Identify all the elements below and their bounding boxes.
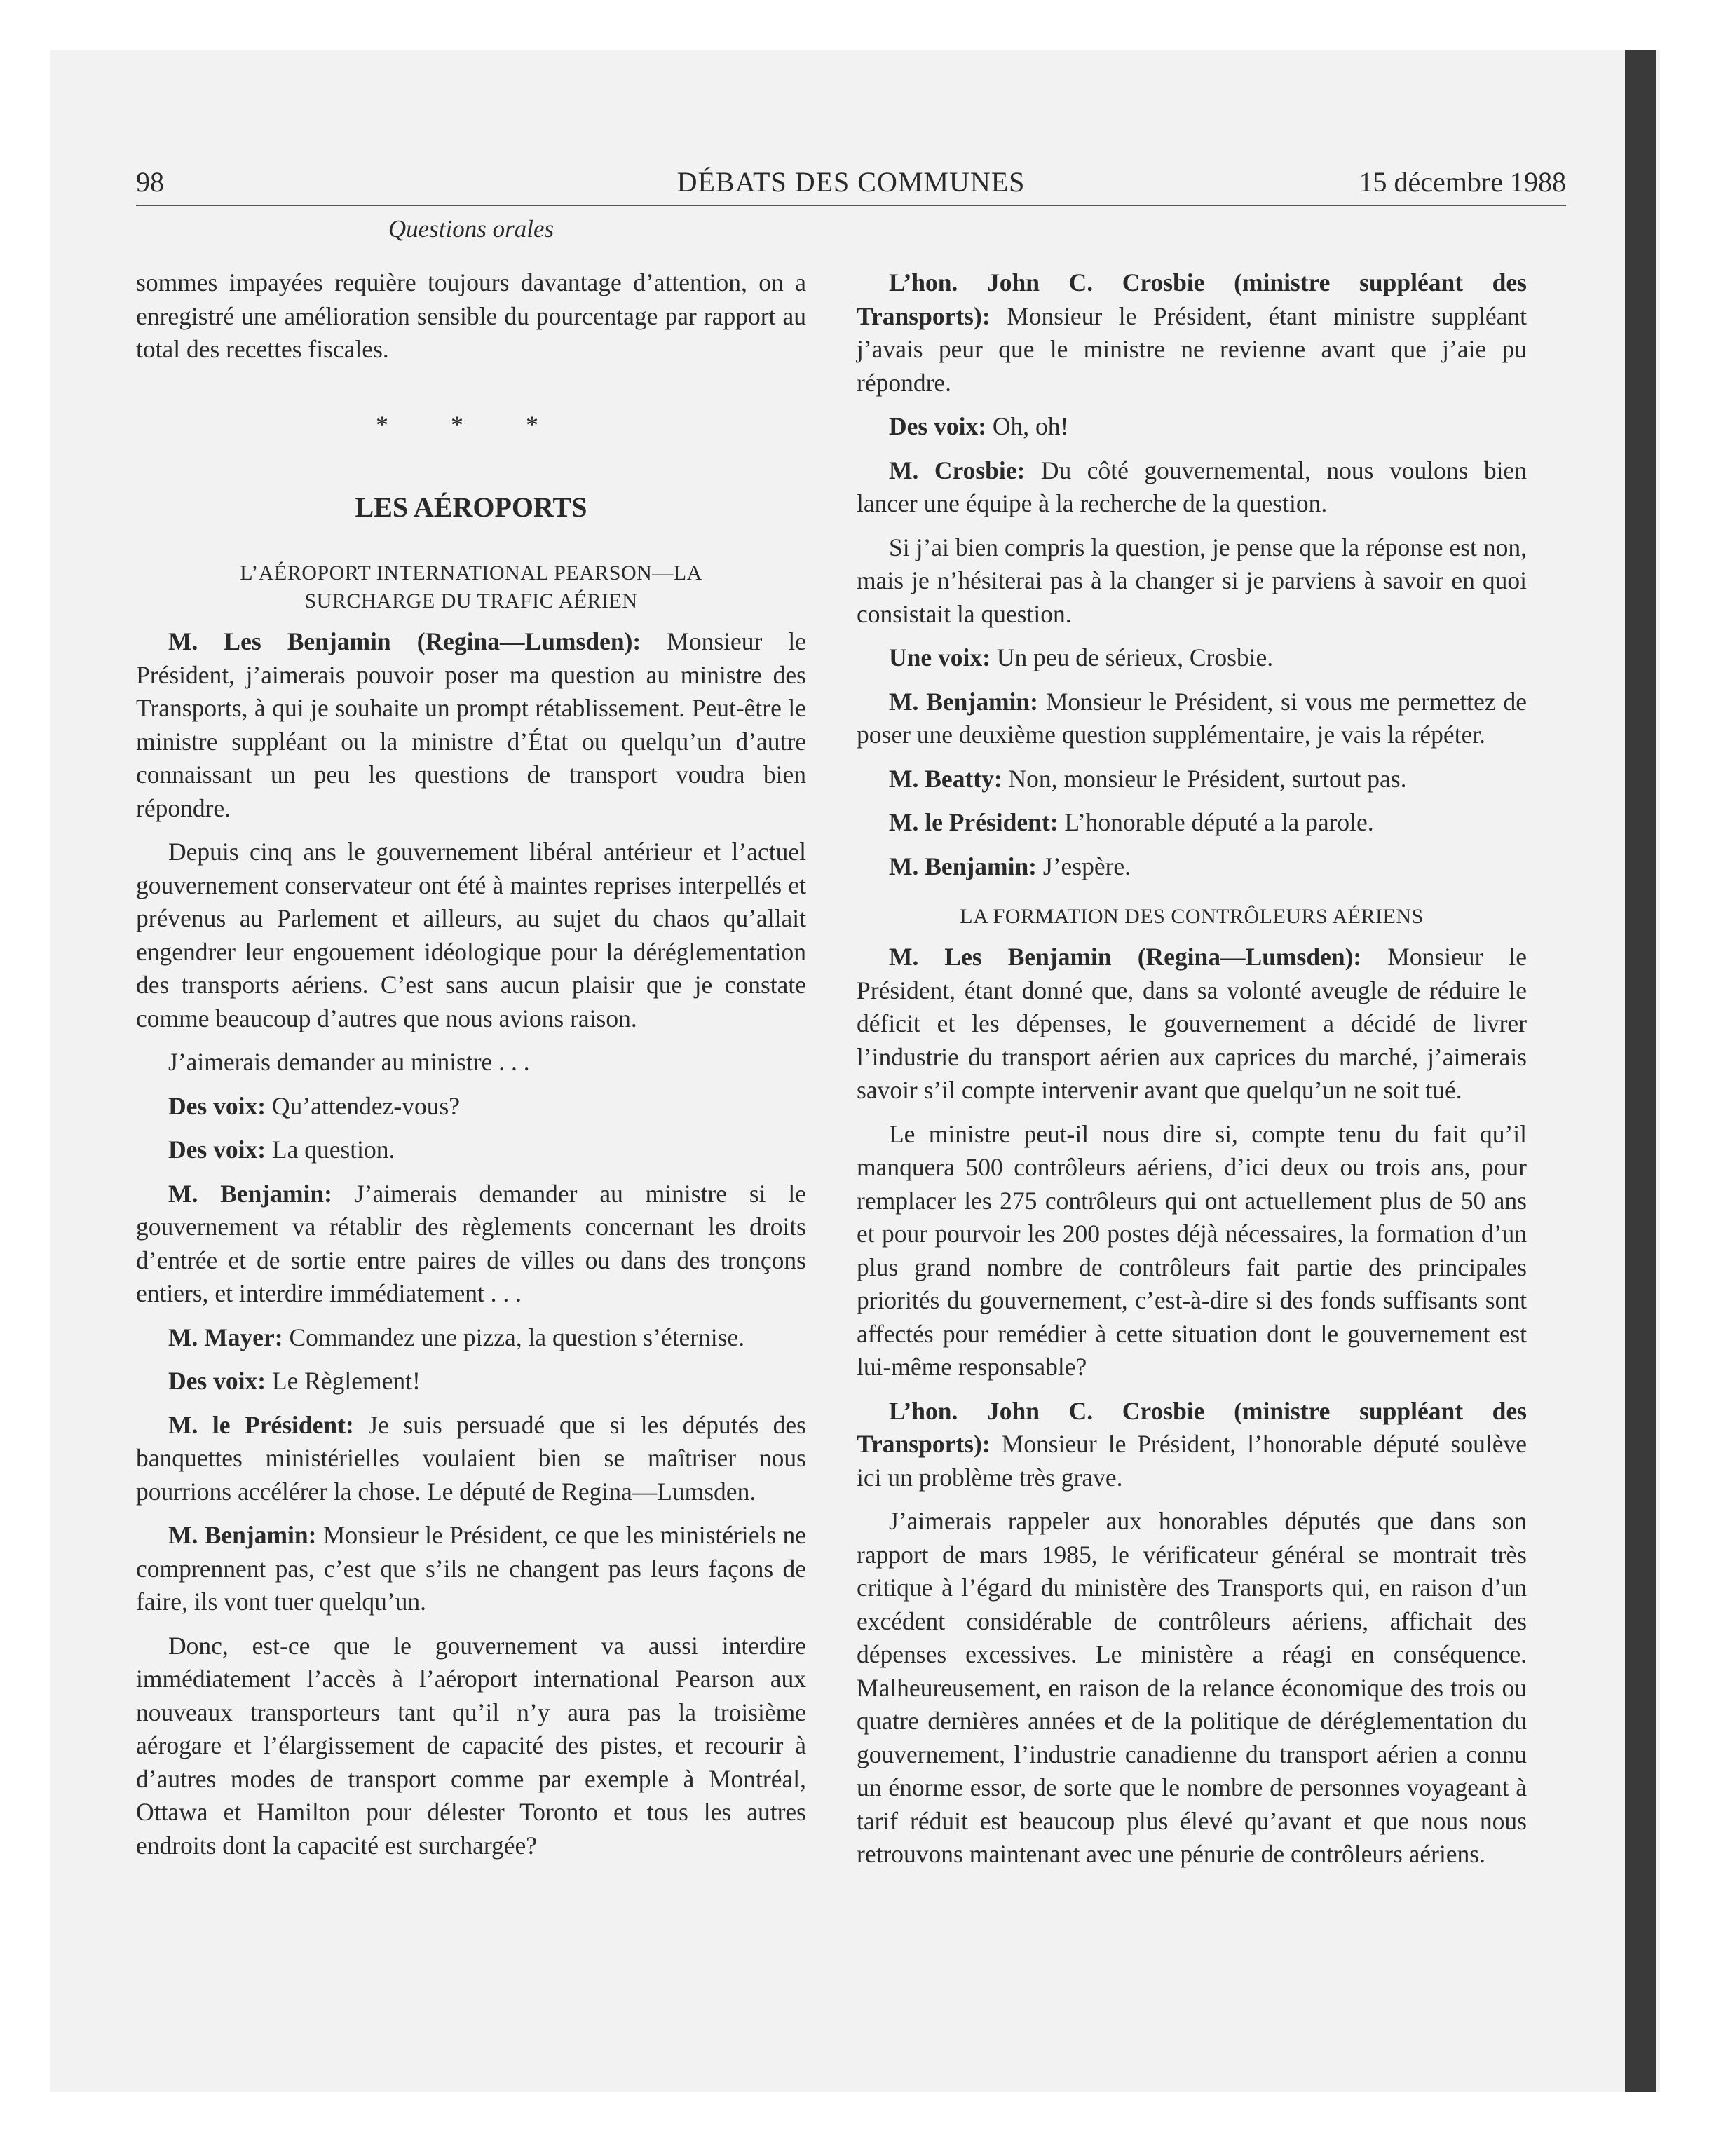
- speech-text: J’aimerais demander au ministre si le gouvernement va rétablir des règlements concernant les droits d’entrée et de sortie entre paires de villes ou dans des tronçons entiers, et interdire immédiatement . . .: [136, 1179, 806, 1307]
- speaker-name: Des voix:: [168, 1367, 266, 1395]
- speaker-name: M. Mayer:: [168, 1323, 283, 1351]
- section-label: Questions orales: [388, 215, 554, 243]
- section-heading: LES AÉROPORTS: [355, 491, 587, 523]
- speaker-name: Des voix:: [168, 1091, 266, 1120]
- speaker-name: M. Benjamin:: [168, 1521, 317, 1549]
- speech-text: L’honorable député a la parole.: [1058, 808, 1374, 836]
- speech-text: Monsieur le Président, j’aimerais pouvoir poser ma question au ministre des Transports, à qui je souhaite un prompt rétablissement. Peut-être le ministre suppléant ou la ministre d’État ou quelqu’un d’autre connaissant un peu les questions de transport voudra bien répondre.: [136, 627, 806, 822]
- subheading-line: SURCHARGE DU TRAFIC AÉRIEN: [304, 589, 638, 613]
- speaker-name: M. Les Benjamin (Regina—Lumsden):: [168, 627, 641, 655]
- speaker-name: L’hon. John C. Crosbie (ministre suppléant des Transports):: [857, 1396, 1527, 1458]
- speech-text: Monsieur le Président, si vous me permettez de poser une deuxième question supplémentaire, je vais la répéter.: [857, 687, 1527, 749]
- paragraph: [857, 941, 1527, 1107]
- speaker-name: Des voix:: [168, 1135, 266, 1164]
- publication-date: 15 décembre 1988: [1359, 166, 1566, 198]
- speaker-name: M. le Président:: [168, 1410, 354, 1439]
- publication-title: DÉBATS DES COMMUNES: [676, 166, 1026, 198]
- speech-text: Qu’attendez-vous?: [266, 1091, 461, 1120]
- speaker-name: M. Benjamin:: [889, 852, 1037, 880]
- paragraph: [857, 410, 1527, 444]
- paragraph: [136, 1321, 806, 1355]
- speech-text: Le Règlement!: [266, 1367, 421, 1395]
- speech-text: Un peu de sérieux, Crosbie.: [990, 643, 1274, 671]
- speech-text: Commandez une pizza, la question s’éternise.: [283, 1323, 745, 1351]
- right-column: [857, 266, 1527, 1882]
- paragraph: [857, 763, 1527, 796]
- speech-text: La question.: [266, 1135, 395, 1164]
- subheading: [136, 559, 806, 615]
- speech-text: Du côté gouvernemental, nous voulons bien lancer une équipe à la recherche de la question.: [857, 456, 1527, 517]
- paragraph: [136, 1090, 806, 1124]
- paragraph: Si j’ai bien compris la question, je pense que la réponse est non, mais je n’hésiterai pas à la changer si je parviens à savoir en quoi consistait la question.: [857, 533, 1527, 628]
- speech-text: Oh, oh!: [986, 412, 1069, 440]
- paragraph: [857, 806, 1527, 840]
- paragraph: [857, 850, 1527, 884]
- paragraph: [136, 1365, 806, 1398]
- subheading: LA FORMATION DES CONTRÔLEURS AÉRIENS: [960, 905, 1424, 928]
- paragraph: Donc, est-ce que le gouvernement va aussi interdire immédiatement l’accès à l’aéroport international Pearson aux nouveaux transporteurs tant qu’il n’y aura pas la troisième aérogare et l’élargissement de capacité des pistes, et recourir à d’autres modes de transport comme par exemple à Montréal, Ottawa et Hamilton pour délester Toronto et tous les autres endroits dont la capacité est surchargée?: [136, 1631, 806, 1860]
- paragraph: [136, 1178, 806, 1311]
- paragraph: [857, 454, 1527, 521]
- paragraph: [857, 641, 1527, 675]
- speaker-name: M. Beatty:: [889, 764, 1002, 793]
- scan-edge-shadow: [1625, 50, 1656, 2092]
- section-separator: * * *: [376, 410, 566, 439]
- page-number: 98: [136, 166, 164, 198]
- speech-text: Monsieur le Président, étant ministre suppléant j’avais peur que le ministre ne revienne avant que j’aie pu répondre.: [857, 301, 1527, 397]
- paragraph: J’aimerais demander au ministre . . .: [168, 1048, 530, 1076]
- paragraph: [136, 625, 806, 825]
- speaker-name: M. Benjamin:: [168, 1179, 332, 1208]
- paragraph: [136, 1409, 806, 1509]
- page-header: [136, 165, 1566, 206]
- paragraph: [857, 1395, 1527, 1495]
- paragraph: [136, 1133, 806, 1167]
- paragraph: Le ministre peut-il nous dire si, compte tenu du fait qu’il manquera 500 contrôleurs aériens, d’ici deux ou trois ans, pour remplacer les 275 contrôleurs qui ont actuellement plus de 50 ans et pour pourvoir les 200 postes déjà nécessaires, la formation d’un plus grand nombre de contrôleurs fait partie des principales priorités du gouvernement, c’est-à-dire si des fonds suffisants sont affectés pour remédier à cette situation dont le gouvernement est lui-même responsable?: [857, 1119, 1527, 1381]
- speaker-name: Une voix:: [889, 643, 991, 671]
- speech-text: J’espère.: [1037, 852, 1131, 880]
- speaker-name: M. Benjamin:: [889, 687, 1038, 716]
- paragraph: [857, 685, 1527, 752]
- speech-text: Monsieur le Président, ce que les ministériels ne comprennent pas, c’est que s’ils ne changent pas leurs façons de faire, ils vont tuer quelqu’un.: [136, 1521, 806, 1616]
- paragraph: Depuis cinq ans le gouvernement libéral antérieur et l’actuel gouvernement conservateur ont été à maintes reprises interpellés et prévenus au Parlement et ailleurs, au sujet du chaos qu’allait engendrer leur engouement idéologique pour la déréglementation des transports aériens. C’est sans aucun plaisir que je constate comme beaucoup d’autres que nous avions raison.: [136, 838, 806, 1032]
- speaker-name: L’hon. John C. Crosbie (ministre suppléant des Transports):: [857, 268, 1527, 330]
- speaker-name: Des voix:: [889, 412, 987, 440]
- speech-text: Non, monsieur le Président, surtout pas.: [1002, 764, 1407, 793]
- subheading-line: L’AÉROPORT INTERNATIONAL PEARSON—LA: [240, 561, 702, 585]
- left-column: [136, 266, 806, 1873]
- speaker-name: M. le Président:: [889, 808, 1059, 836]
- paragraph: sommes impayées requière toujours davantage d’attention, on a enregistré une amélioration sensible du pourcentage par rapport au total des recettes fiscales.: [136, 268, 806, 363]
- paragraph: J’aimerais rappeler aux honorables députés que dans son rapport de mars 1985, le vérificateur général se montrait très critique à l’égard du ministère des Transports qui, en raison d’un excédent considérable de contrôleurs aériens, affichait des dépenses excessives. Le ministère a réagi en conséquence. Malheureusement, en raison de la relance économique des trois ou quatre dernières années et de la politique de déréglementation du gouvernement, l’industrie canadienne du transport aérien a connu un énorme essor, de sorte que le nombre de personnes voyageant à tarif réduit est beaucoup plus élevé qu’avant et que nous nous retrouvons maintenant avec une pénurie de contrôleurs aériens.: [857, 1507, 1527, 1868]
- speech-text: Monsieur le Président, l’honorable député soulève ici un problème très grave.: [857, 1430, 1527, 1492]
- speaker-name: M. Les Benjamin (Regina—Lumsden):: [889, 943, 1362, 971]
- speech-text: Je suis persuadé que si les députés des banquettes ministérielles voulaient bien se maîtriser nous pourrions accélérer la chose. Le député de Regina—Lumsden.: [136, 1410, 807, 1506]
- speaker-name: M. Crosbie:: [889, 456, 1026, 484]
- speech-text: Monsieur le Président, étant donné que, dans sa volonté aveugle de réduire le déficit et les dépenses, le gouvernement a décidé de livrer l’industrie du transport aérien aux caprices du marché, j’aimerais savoir s’il compte intervenir avant que quelqu’un ne soit tué.: [857, 943, 1527, 1104]
- paragraph: [857, 266, 1527, 400]
- paragraph: [136, 1519, 806, 1619]
